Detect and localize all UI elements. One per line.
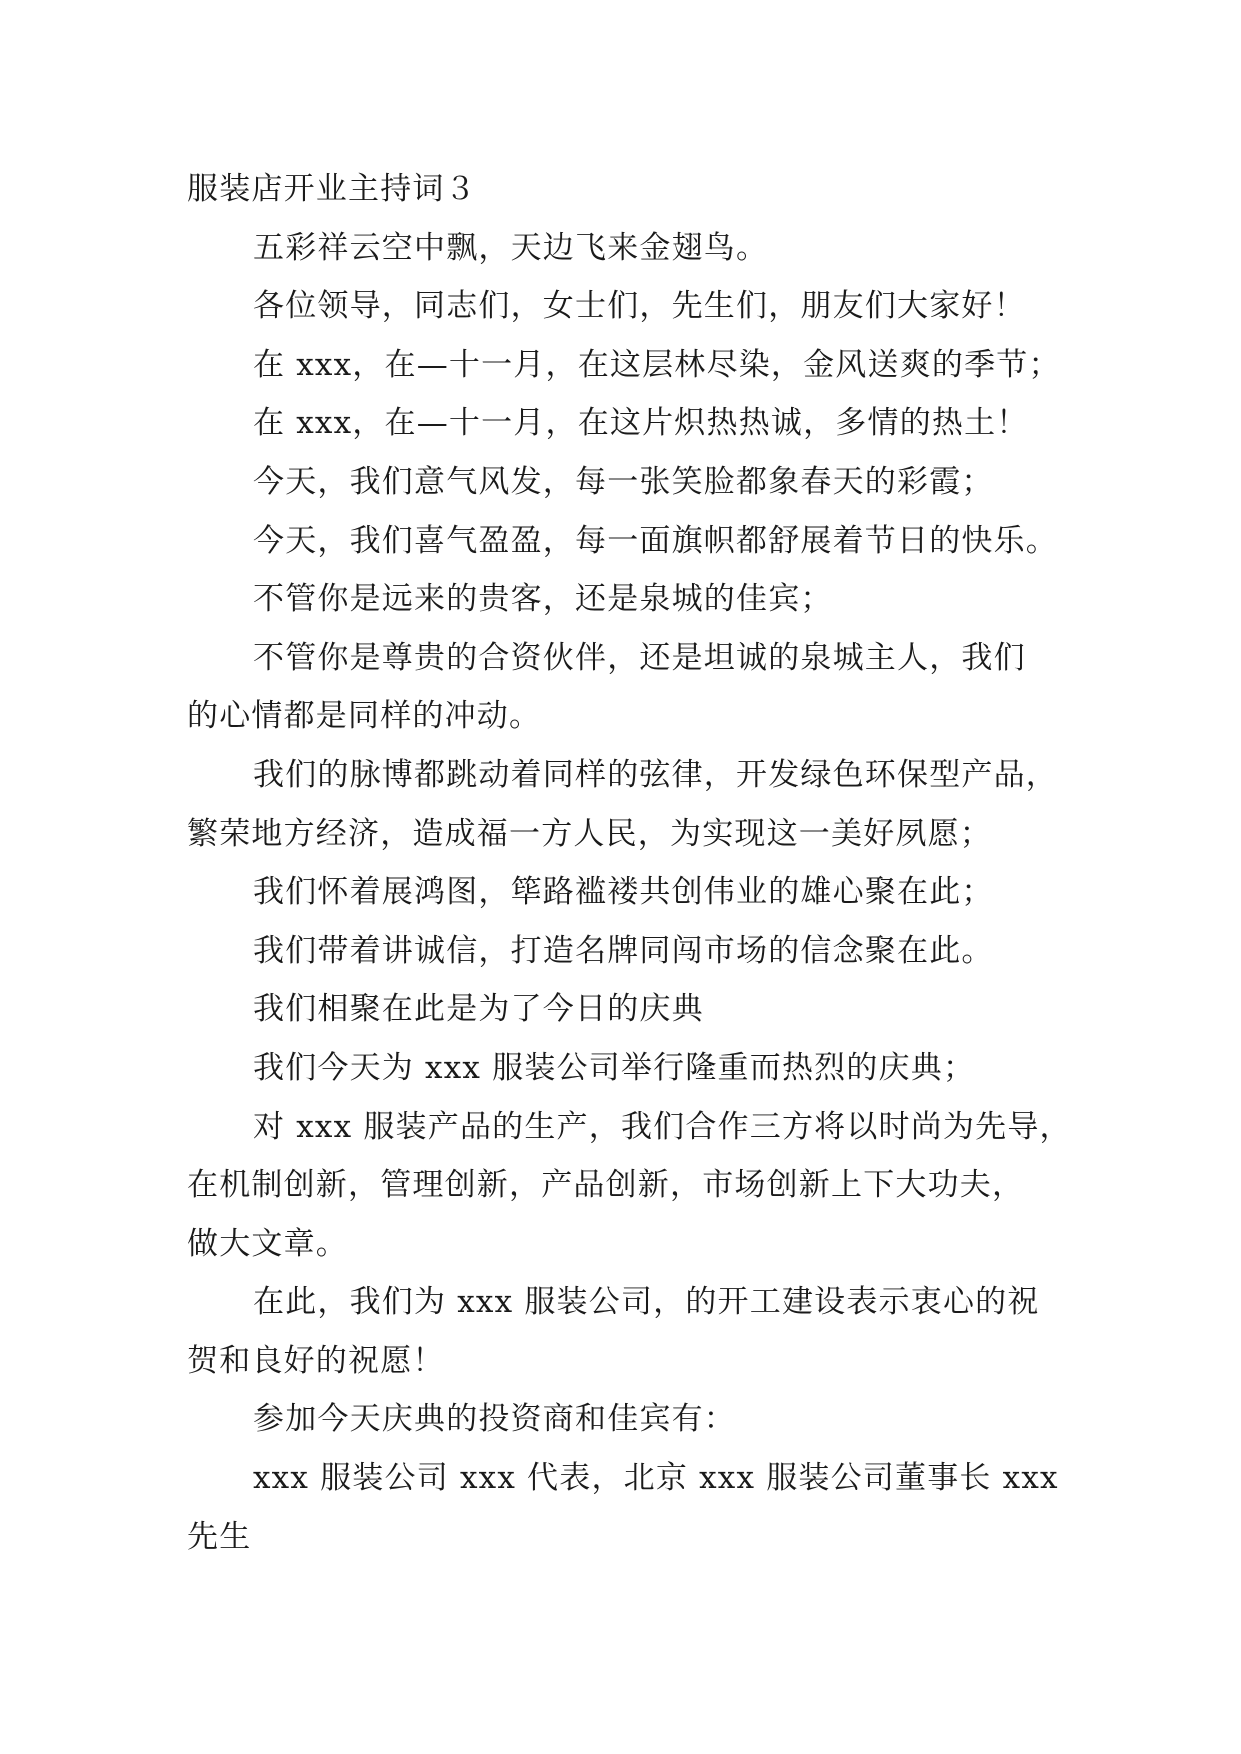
text-line: 在 xxx，在—十一月，在这层林尽染，金风送爽的季节； xyxy=(253,346,1061,383)
paragraph-lines xyxy=(187,219,1072,1567)
text-line: 贺和良好的祝愿！ xyxy=(187,1342,445,1379)
text-line: 在此，我们为 xxx 服装公司，的开工建设表示衷心的祝 xyxy=(253,1284,1040,1321)
text-line: 我们今天为 xxx 服装公司举行隆重而热烈的庆典； xyxy=(253,1049,976,1086)
text-line: 五彩祥云空中飘，天边飞来金翅鸟。 xyxy=(253,229,769,266)
text-line: 我们相聚在此是为了今日的庆典 xyxy=(253,991,704,1028)
text-line: 先生 xyxy=(187,1518,252,1555)
text-line: 今天，我们喜气盈盈，每一面旗帜都舒展着节日的快乐。 xyxy=(253,522,1058,559)
text-line: 不管你是远来的贵客，还是泉城的佳宾； xyxy=(253,581,833,618)
text-line: 今天，我们意气风发，每一张笑脸都象春天的彩霞； xyxy=(253,463,994,500)
text-line: 我们带着讲诚信，打造名牌同闯市场的信念聚在此。 xyxy=(253,932,994,969)
text-line: 的心情都是同样的冲动。 xyxy=(187,698,542,735)
document-body xyxy=(187,160,1072,1566)
text-line: 各位领导，同志们，女士们，先生们，朋友们大家好！ xyxy=(253,288,1026,325)
text-line: 不管你是尊贵的合资伙伴，还是坦诚的泉城主人，我们 xyxy=(253,639,1026,676)
document-title: 服装店开业主持词３ xyxy=(187,171,477,207)
text-line: 参加今天庆典的投资商和佳宾有： xyxy=(253,1401,736,1438)
text-line: 做大文章。 xyxy=(187,1225,348,1262)
text-line: 我们怀着展鸿图，筚路褴褛共创伟业的雄心聚在此； xyxy=(253,874,994,911)
text-line: 在机制创新，管理创新，产品创新，市场创新上下大功夫， xyxy=(187,1167,1025,1204)
text-line: 我们的脉博都跳动着同样的弦律，开发绿色环保型产品， xyxy=(253,756,1058,793)
text-line: 在 xxx，在—十一月，在这片炽热热诚，多情的热土！ xyxy=(253,405,1029,442)
text-line: 繁荣地方经济，造成福一方人民，为实现这一美好夙愿； xyxy=(187,815,992,852)
text-line: 对 xxx 服装产品的生产，我们合作三方将以时尚为先导， xyxy=(253,1108,1072,1145)
text-line: xxx 服装公司 xxx 代表，北京 xxx 服装公司董事长 xxx xyxy=(253,1460,1059,1497)
